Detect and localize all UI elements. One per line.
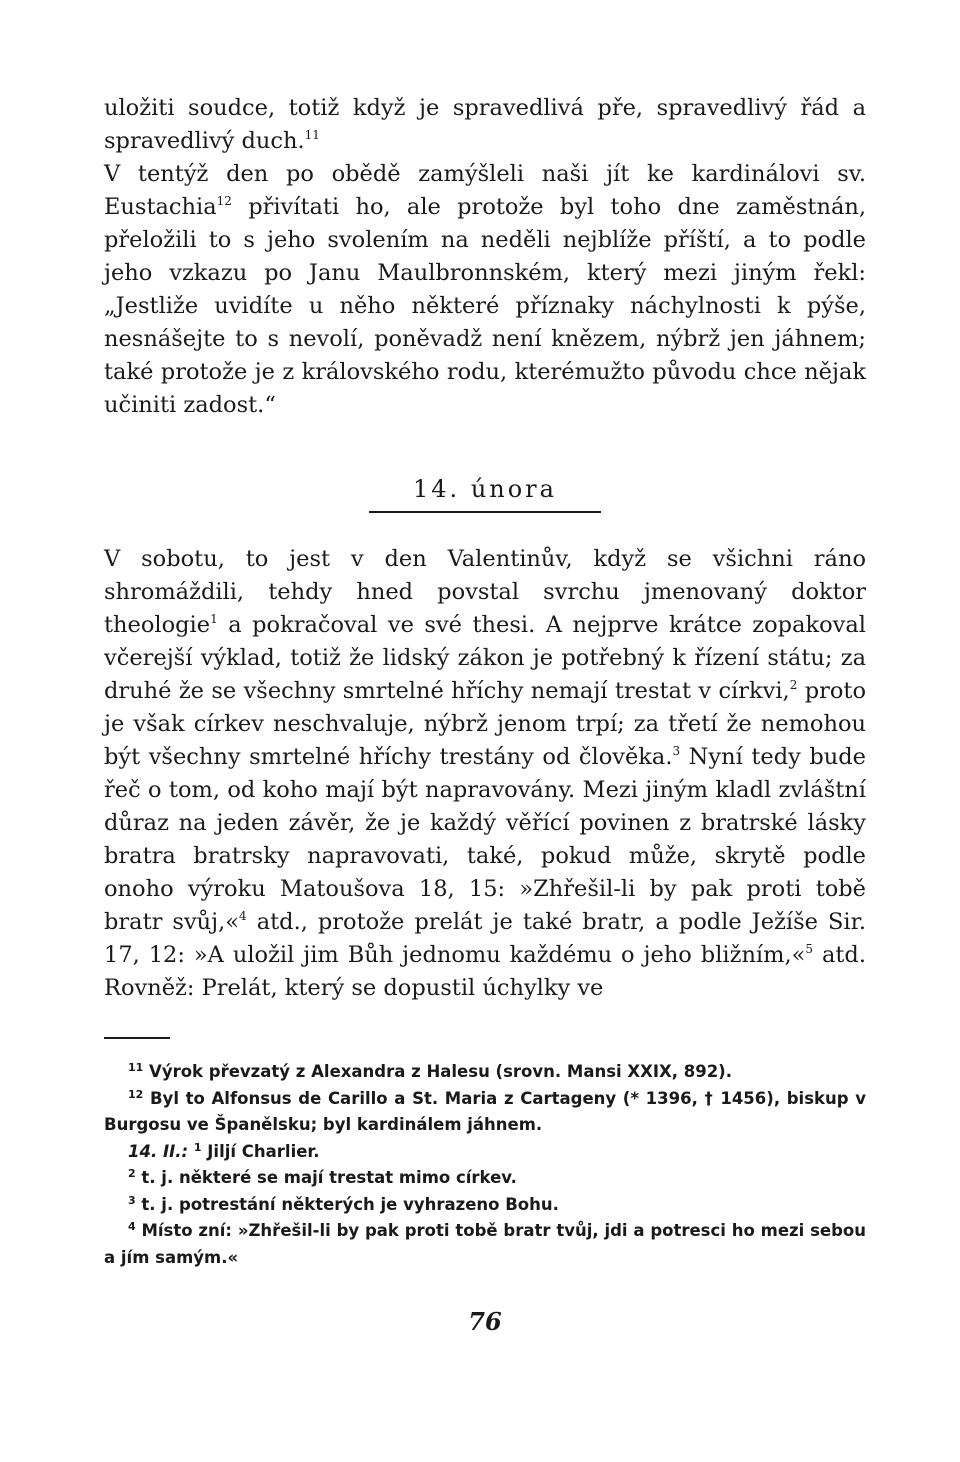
footnote-number: 4 (128, 1220, 136, 1233)
paragraph-3-text-e: atd., protože prelát je také bratr, a podle Ježíše Sir. 17, 12: »A uložil jim Bůh jednomu každému o jeho bližním,« (104, 909, 867, 968)
paragraph-3-text-b: a pokračoval ve své thesi. A nejprve krátce zopakoval včerejší výklad, totiž že lidský zákon je potřebný k řízení státu; za druhé že se všechny smrtelné hříchy nemají trestat v církvi, (104, 612, 866, 704)
footnote-ref-5: 5 (805, 942, 814, 956)
footnote-ref-4: 4 (239, 909, 247, 923)
footnote-3 (104, 1192, 866, 1219)
paragraph-3-text-c: proto je však církev neschvaluje, nýbrž jenom trpí; za třetí že nemohou být všechny smrtelné hříchy trestány od člověka. (104, 678, 866, 770)
paragraph-3-text-d: Nyní tedy bude řeč o tom, od koho mají být napravovány. Mezi jiným kladl zvláštní důraz na jeden závěr, že je každý věřící povinen z bratrské lásky bratra bratrsky napravovati, také, pokud může, skrytě podle onoho výroku Matoušova 18, 15: »Zhřešil-li by pak proti tobě bratr svůj,« (104, 744, 866, 935)
paragraph-1-text: uložiti soudce, totiž když je spravedlivá pře, spravedlivý řád a spravedlivý duch. (104, 95, 866, 154)
footnote-number: 12 (128, 1087, 144, 1101)
footnote-ref-2: 2 (789, 678, 798, 692)
paragraph-1 (104, 92, 866, 158)
paragraph-3-text-f: atd. Rovněž: Prelát, který se dopustil úchylky ve (104, 942, 866, 1001)
book-page (104, 92, 866, 1336)
footnote-date-prefix: 14. II.: (128, 1141, 189, 1161)
footnote-12 (104, 1086, 866, 1139)
paragraph-2-text-a: V tentýž den po obědě zamýšleli naši jít ke kardinálovi sv. Eustachia (104, 161, 866, 220)
page-number: 76 (468, 1307, 502, 1336)
footnote-number: 3 (128, 1193, 136, 1207)
paragraph-3 (104, 543, 866, 1005)
paragraph-2-text-b: přivítati ho, ale protože byl toho dne zaměstnán, přeložili to s jeho svolením na neděli nejblíže příští, a to podle jeho vzkazu po Janu Maulbronnském, který mezi jiným řekl: „Jestliže uvidíte u něho některé příznaky náchylnosti k pýše, nesnášejte to s nevolí, poněvadž není knězem, nýbrž jen jáhnem; také protože je z královského rodu, kterémužto původu chce nějak učiniti zadost.“ (104, 194, 866, 418)
footnote-11 (104, 1059, 866, 1086)
footnote-text: Byl to Alfonsus de Carillo a St. Maria z Cartageny (* 1396, † 1456), biskup v Burgosu ve Španělsku; byl kardinálem jáhnem. (104, 1088, 866, 1134)
footnote-2 (104, 1165, 866, 1192)
footnote-ref-12: 12 (216, 194, 232, 208)
footnote-rule (104, 1037, 170, 1039)
footnotes (104, 1059, 866, 1271)
footnote-text: t. j. některé se mají trestat mimo církev. (135, 1168, 517, 1187)
section-heading: 14. února (413, 475, 557, 503)
footnote-ref-3: 3 (672, 744, 681, 758)
footnote-1 (104, 1139, 866, 1166)
paragraph-3-text-a: V sobotu, to jest v den Valentinův, když se všichni ráno shromáždili, tehdy hned povstal svrchu jmenovaný doktor theologie (104, 546, 866, 638)
paragraph-2 (104, 158, 866, 422)
heading-rule (369, 511, 601, 513)
footnote-text: Jiljí Charlier. (201, 1141, 320, 1161)
footnote-ref-11: 11 (304, 128, 320, 142)
footnote-text: Místo zní: »Zhřešil-li by pak proti tobě bratr tvůj, jdi a potresci ho mezi sebou a jím samým.« (104, 1221, 866, 1267)
main-text (104, 92, 866, 1005)
footnote-text: Výrok převzatý z Alexandra z Halesu (srovn. Mansi XXIX, 892). (143, 1062, 732, 1081)
footnote-text: t. j. potrestání některých je vyhrazeno Bohu. (135, 1194, 559, 1214)
footnote-number: 1 (193, 1140, 202, 1154)
footnote-number: 11 (128, 1061, 144, 1074)
footnote-4 (104, 1218, 866, 1271)
footnote-ref-1: 1 (210, 612, 218, 626)
footnote-number: 2 (128, 1167, 136, 1180)
